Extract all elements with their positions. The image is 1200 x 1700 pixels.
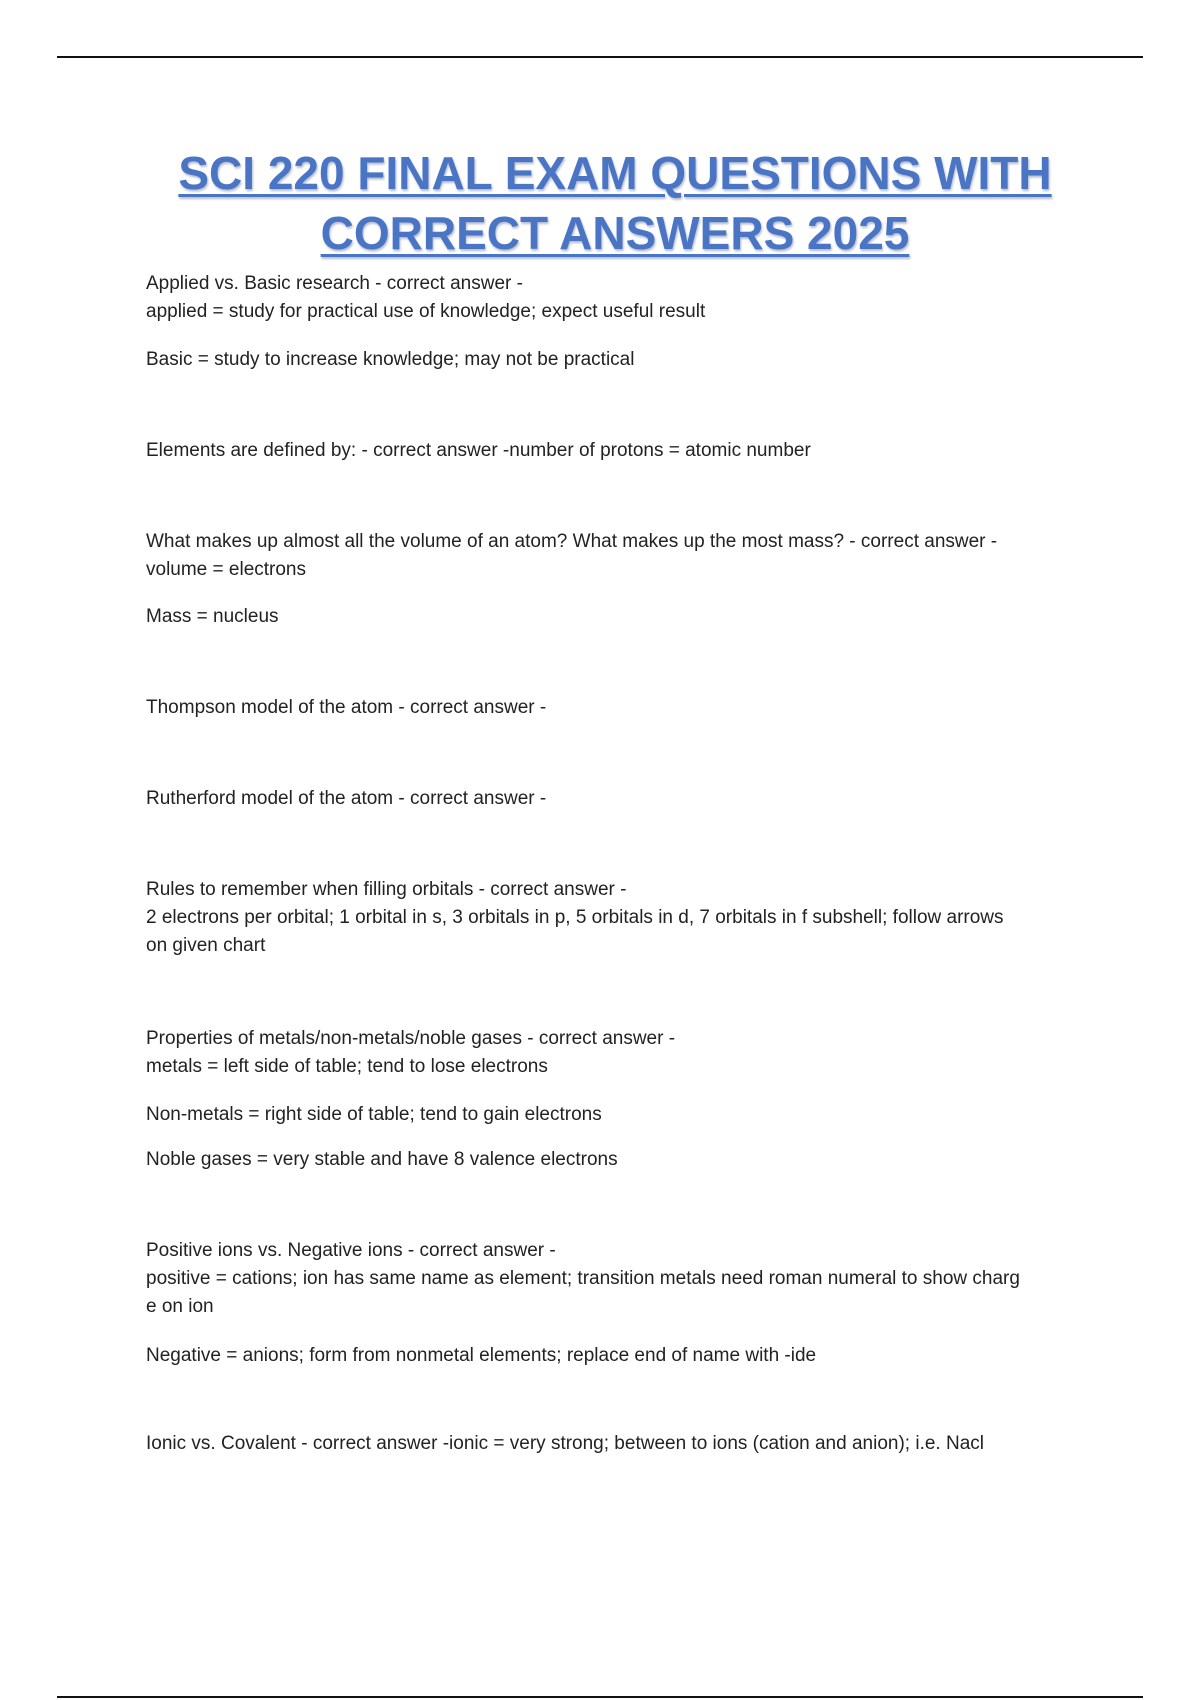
question-text: Elements are defined by: - correct answer -number of protons = atomic number [146,440,811,461]
answer-text: metals = left side of table; tend to lose electrons [146,1056,548,1077]
qa-block-thompson [146,694,1096,722]
answer-text: Noble gases = very stable and have 8 valence electrons [146,1149,618,1170]
qa-block-rutherford [146,785,1096,813]
qa-block-basic-answer [146,346,1096,374]
question-text: Ionic vs. Covalent - correct answer -ionic = very strong; between to ions (cation and anion); i.e. Nacl [146,1433,984,1454]
qa-block-nonmetals-answer [146,1101,1096,1129]
answer-text: Mass = nucleus [146,606,279,627]
top-rule [57,56,1143,58]
title-line-1: SCI 220 FINAL EXAM QUESTIONS WITH [178,147,1052,199]
answer-text: on given chart [146,935,266,956]
qa-block-noble-gases-answer [146,1146,1096,1174]
answer-text: 2 electrons per orbital; 1 orbital in s, 3 orbitals in p, 5 orbitals in d, 7 orbitals in f subshell; follow arrows [146,907,1004,928]
qa-block-atom-volume-mass [146,528,1096,584]
title-line-2: CORRECT ANSWERS 2025 [320,207,910,259]
question-text: Properties of metals/non-metals/noble gases - correct answer - [146,1028,676,1049]
qa-block-applied-basic [146,270,1096,326]
document-title [130,143,1100,263]
question-text: Positive ions vs. Negative ions - correct answer - [146,1240,556,1261]
answer-text: volume = electrons [146,559,306,580]
question-text: What makes up almost all the volume of an atom? What makes up the most mass? - correct answer - [146,531,998,552]
qa-block-ionic-covalent [146,1430,1096,1458]
bottom-rule [57,1696,1143,1698]
question-text: Rutherford model of the atom - correct answer - [146,788,547,809]
answer-text: Negative = anions; form from nonmetal elements; replace end of name with -ide [146,1345,817,1366]
qa-block-metals [146,1025,1096,1081]
qa-block-negative-answer [146,1342,1096,1370]
qa-block-ions [146,1237,1096,1321]
answer-text: Basic = study to increase knowledge; may not be practical [146,349,635,370]
qa-block-mass-answer [146,603,1096,631]
question-text: Thompson model of the atom - correct answer - [146,697,547,718]
answer-text: positive = cations; ion has same name as element; transition metals need roman numeral to show charg [146,1268,1020,1289]
qa-block-orbitals [146,876,1096,960]
qa-block-elements [146,437,1096,465]
answer-text: Non-metals = right side of table; tend to gain electrons [146,1104,602,1125]
question-text: Rules to remember when filling orbitals - correct answer - [146,879,627,900]
answer-text: applied = study for practical use of knowledge; expect useful result [146,301,706,322]
question-text: Applied vs. Basic research - correct answer - [146,273,523,294]
answer-text: e on ion [146,1296,214,1317]
